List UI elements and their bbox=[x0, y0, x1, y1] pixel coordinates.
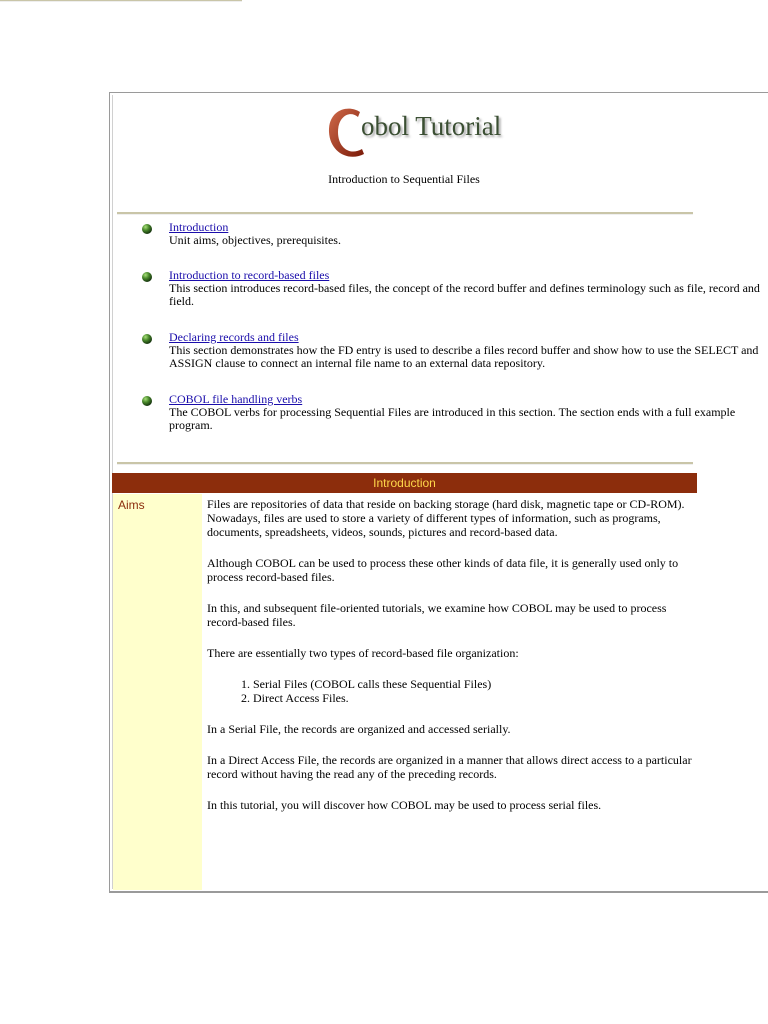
page-subtitle: Introduction to Sequential Files bbox=[328, 172, 480, 186]
toc-link-introduction[interactable]: Introduction bbox=[169, 220, 229, 234]
introduction-header: Introduction bbox=[112, 473, 697, 493]
paragraph: In this tutorial, you will discover how COBOL may be used to process serial files. bbox=[207, 798, 602, 812]
file-types-list bbox=[207, 677, 697, 705]
toc-link-file-handling-verbs[interactable]: COBOL file handling verbs bbox=[169, 392, 303, 406]
divider-footer bbox=[0, 0, 242, 2]
paragraph: Files are repositories of data that reside on backing storage (hard disk, magnetic tape or CD-ROM). Nowadays, files are used to store a variety of different types of information, such as programs, documents, spreadsheets, videos, sounds, pictures and record-based data. bbox=[207, 497, 685, 539]
toc-desc: Unit aims, objectives, prerequisites. bbox=[169, 233, 341, 247]
introduction-content bbox=[207, 497, 697, 829]
list-item: 2. Direct Access Files. bbox=[253, 691, 697, 705]
paragraph: In this, and subsequent file-oriented tutorials, we examine how COBOL may be used to process record-based files. bbox=[207, 601, 667, 629]
toc-link-declaring-records[interactable]: Declaring records and files bbox=[169, 330, 299, 344]
bullet-icon bbox=[142, 224, 152, 234]
cobol-tutorial-logo bbox=[326, 104, 502, 162]
toc-link-record-based-files[interactable]: Introduction to record-based files bbox=[169, 268, 330, 282]
aims-label: Aims bbox=[118, 498, 145, 512]
paragraph: In a Serial File, the records are organized and accessed serially. bbox=[207, 722, 511, 736]
bullet-icon bbox=[142, 396, 152, 406]
aims-column bbox=[113, 494, 202, 890]
toc-item-introduction bbox=[140, 221, 768, 247]
toc-desc: The COBOL verbs for processing Sequential Files are introduced in this section. The section ends with a full example program. bbox=[169, 405, 736, 432]
bullet-icon bbox=[142, 272, 152, 282]
paragraph: In a Direct Access File, the records are organized in a manner that allows direct access to a particular record without having the read any of the preceding records. bbox=[207, 753, 692, 781]
page-frame-bottom bbox=[109, 891, 768, 893]
divider-top bbox=[117, 212, 693, 215]
paragraph: Although COBOL can be used to process these other kinds of data file, it is generally used only to process record-based files. bbox=[207, 556, 679, 584]
toc-item-declaring-records bbox=[140, 331, 768, 370]
toc-desc: This section introduces record-based files, the concept of the record buffer and defines terminology such as file, record and field. bbox=[169, 281, 760, 308]
list-item: 1. Serial Files (COBOL calls these Sequential Files) bbox=[253, 677, 697, 691]
toc-item-record-based-files bbox=[140, 269, 768, 308]
bullet-icon bbox=[142, 334, 152, 344]
toc-desc: This section demonstrates how the FD entry is used to describe a files record buffer and show how to use the SELECT and ASSIGN clause to connect an internal file name to an external data repository. bbox=[169, 343, 759, 370]
logo-text: obol Tutorial bbox=[361, 111, 502, 141]
paragraph: There are essentially two types of record-based file organization: bbox=[207, 646, 519, 660]
divider-middle bbox=[117, 462, 693, 465]
toc-item-file-handling-verbs bbox=[140, 393, 768, 432]
